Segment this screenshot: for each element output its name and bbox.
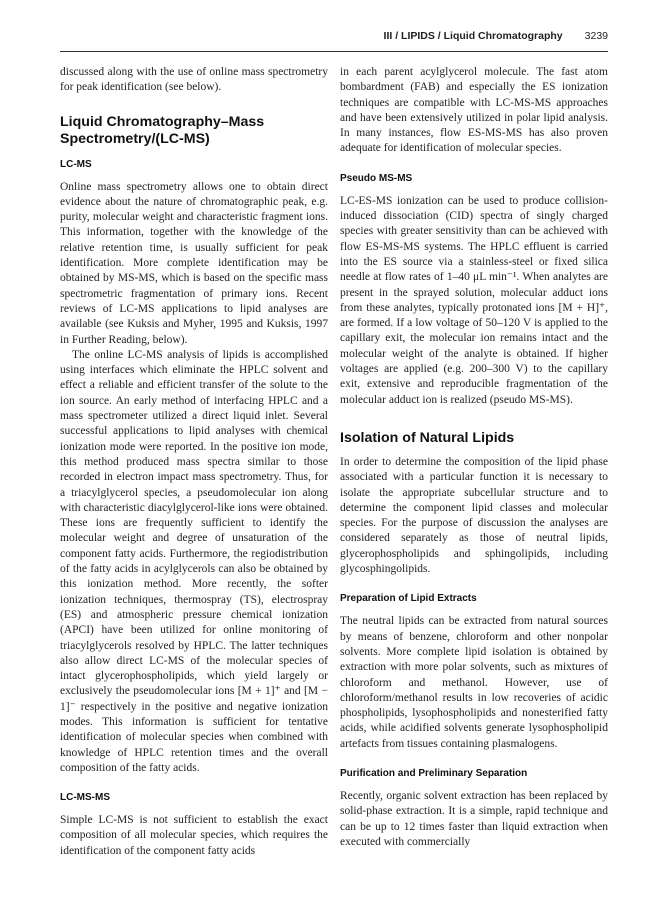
header-rule <box>60 51 608 52</box>
paragraph-preparation: The neutral lipids can be extracted from natural sources by means of benzene, chloroform and other nonpolar solvents. More complete lipid isolation is obtained by extraction with more polar solvents, such as mixtures of chloroform and methanol. However, use of chloroform/methanol results in low recoveries of acidic phospholipids, lysophospholipids and nonesterified fatty acids, while acidified solvents generate lysophospholipid artefacts from tissues containing plasmalogens. <box>340 615 608 750</box>
paragraph-lcms-1: Online mass spectrometry allows one to obtain direct evidence about the nature of chromatographic peak, e.g. purity, molecular weight and characteristic fragment ions. This information, together with the knowledge of the relative retention time, is usually sufficient for peak identification. More complete identification may be obtained by MS-MS, which is based on the specific mass spectrometric fragmentation of primary ions. Recent reviews of LC-MS applications to lipid analyses are available (see Kuksis and Myher, 1995 and Kuksis, 1997 in Further Reading, below). <box>60 180 328 346</box>
paragraph-isolation: In order to determine the composition of the lipid phase associated with a particular function it is necessary to isolate the appropriate subcellular structure and to determine the component lipid classes and molecular species. For the purpose of discussion the analyses are considered separately as those of neutral lipids, glycerophospholipids and sphingolipids, including glycosphingolipids. <box>340 455 608 576</box>
subheading-lcms: LC-MS <box>60 158 92 170</box>
paragraph-lcms-2: The online LC-MS analysis of lipids is accomplished using interfaces which eliminate the HPLC solvent and effect a reliable and efficient transfer of the solute to the ion source. An early method of interfacing HPLC and a mass spectrometer utilized a direct liquid inlet. Several successful applications to lipid analyses with chemical ionization mode were reported. In the positive ion mode, this method produced mass spectra similar to those recorded in electron impact mass spectrometry. Thus, for a triacylglycerol species, a pseudomolecular ion along with characteristic diacylglycerol-like ions were obtained. These ions are frequently sufficient to identify the molecular weight and degree of unsaturation of the component fatty acids. Furthermore, the regiodistribution of the fatty acids in acylglycerols can also be obtained by this ionization method. More recently, the softer ionization techniques, thermospray (TS), electrospray (ES) and atmospheric pressure chemical ionization (APCI) have been utilized for online monitoring of triacylglycerols resolved by HPLC. The latter techniques also allow direct LC-MS of the molecular species of intact glycerophospholipids, which yield largely or exclusively the pseudomolecular ions [M + 1]⁺ and [M − 1]⁻ respectively in the positive and negative ionization modes. This information is sufficient for tentative identification of molecular species when combined with knowledge of HPLC retention times and the overall composition of the fatty acids. <box>60 348 328 774</box>
page-number: 3239 <box>584 30 608 42</box>
running-title: III / LIPIDS / Liquid Chromatography <box>383 30 563 42</box>
section-heading-lcms: Liquid Chromatography–Mass Spectrometry/(LC-MS) <box>60 113 265 147</box>
subheading-lcmsms: LC-MS-MS <box>60 792 110 804</box>
paragraph-intro: discussed along with the use of online mass spectrometry for peak identification (see below). <box>60 66 328 94</box>
right-column <box>340 65 608 850</box>
paragraph-purification: Recently, organic solvent extraction has been replaced by solid-phase extraction. It is a simple, rapid technique and can be up to 12 times faster than liquid extraction when executed with commercially <box>340 789 608 848</box>
left-column <box>60 65 328 859</box>
subheading-pseudo-msms: Pseudo MS-MS <box>340 172 413 184</box>
paragraph-continued: in each parent acylglycerol molecule. The fast atom bombardment (FAB) and especially the ES ionization techniques are compatible with LC-MS-MS approaches and have been extensively utilized in polar lipid analysis. In many instances, flow ES-MS-MS has also proven adequate for identification of molecular species. <box>340 66 608 155</box>
paragraph-lcmsms: Simple LC-MS is not sufficient to establish the exact composition of all molecular species, which requires the identification of the component fatty acids <box>60 814 328 857</box>
paragraph-pseudo-msms: LC-ES-MS ionization can be used to produce collision-induced dissociation (CID) spectra of singly charged species with greater sensitivity than can be achieved with flow ES-MS-MS systems. The HPLC effluent is carried into the ES source via a stainless-steel or fixed silica needle at flow rates of 1–40 μL min⁻¹. When analytes are present in the sprayed solution, molecular adduct ions from these analytes, typically protonated ions [M + H]⁺, are formed. If a low voltage of 50–120 V is applied to the capillary exit, the molecular ion remains intact and the molecular weight of the analyte is obtained. If higher voltages are applied (e.g. 200–300 V) to the capillary exit, extensive and reproducible fragmentation of the molecular adduct ion is realized (pseudo MS-MS). <box>340 194 608 406</box>
subheading-preparation: Preparation of Lipid Extracts <box>340 593 477 605</box>
subheading-purification: Purification and Preliminary Separation <box>340 767 528 779</box>
running-header <box>60 30 608 42</box>
section-heading-isolation: Isolation of Natural Lipids <box>340 429 515 446</box>
